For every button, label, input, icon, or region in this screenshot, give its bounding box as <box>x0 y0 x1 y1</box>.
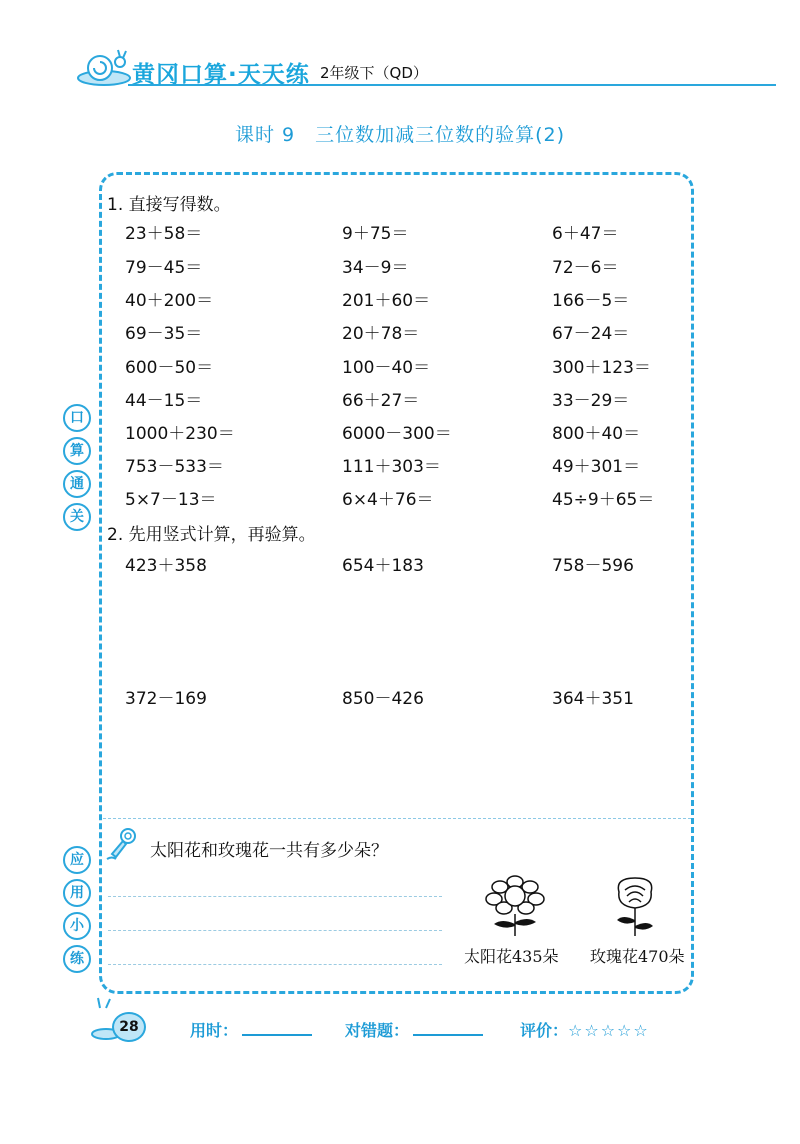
side-label-apply-4: 练 <box>63 945 91 973</box>
oral-problem: 6000－300＝ <box>342 424 452 444</box>
oral-problem: 800＋40＝ <box>552 424 641 444</box>
sunflower-icon <box>480 872 550 942</box>
oral-problem: 20＋78＝ <box>342 324 420 344</box>
section1-heading: 1. 直接写得数。 <box>107 195 231 215</box>
oral-problem: 33－29＝ <box>552 391 630 411</box>
time-field <box>190 1018 312 1041</box>
section-divider <box>103 818 691 819</box>
vertical-problem: 372－169 <box>125 689 207 709</box>
time-label: 用时： <box>190 1021 239 1040</box>
errors-blank[interactable] <box>413 1020 483 1036</box>
oral-problem: 34－9＝ <box>342 258 409 278</box>
rating-label: 评价： <box>520 1021 569 1040</box>
oral-problem: 49＋301＝ <box>552 457 641 477</box>
oral-problem: 40＋200＝ <box>125 291 214 311</box>
side-label-apply-1: 应 <box>63 846 91 874</box>
oral-problem: 5×7－13＝ <box>125 490 217 510</box>
side-label-oral-2: 算 <box>63 437 91 465</box>
oral-problem: 600－50＝ <box>125 358 214 378</box>
vertical-problem: 364＋351 <box>552 689 634 709</box>
vertical-problem: 758－596 <box>552 556 634 576</box>
oral-problem: 44－15＝ <box>125 391 203 411</box>
page-number: 28 <box>112 1012 146 1042</box>
oral-problem: 79－45＝ <box>125 258 203 278</box>
vertical-problem: 654＋183 <box>342 556 424 576</box>
header-divider <box>128 84 776 86</box>
errors-field <box>345 1018 483 1041</box>
time-blank[interactable] <box>242 1020 312 1036</box>
oral-problem: 100－40＝ <box>342 358 431 378</box>
sunflower-label: 太阳花435朵 <box>464 947 559 966</box>
oral-problem: 6＋47＝ <box>552 224 619 244</box>
pen-icon <box>104 826 138 866</box>
oral-problem: 69－35＝ <box>125 324 203 344</box>
side-label-apply-3: 小 <box>63 912 91 940</box>
rating-field <box>520 1018 650 1041</box>
answer-line[interactable] <box>108 930 442 931</box>
oral-problem: 300＋123＝ <box>552 358 651 378</box>
vertical-problem: 423＋358 <box>125 556 207 576</box>
section2-heading: 2. 先用竖式计算，再验算。 <box>107 525 316 545</box>
errors-label: 对错题： <box>345 1021 410 1040</box>
side-label-oral-3: 通 <box>63 470 91 498</box>
rating-stars[interactable]: ☆☆☆☆☆ <box>568 1021 650 1040</box>
rose-label: 玫瑰花470朵 <box>590 947 685 966</box>
brand-title: 黄冈口算·天天练 <box>132 62 310 88</box>
oral-problem: 201＋60＝ <box>342 291 431 311</box>
lesson-title: 课时 9 三位数加减三位数的验算(2) <box>234 124 566 146</box>
oral-problem: 67－24＝ <box>552 324 630 344</box>
oral-problem: 6×4＋76＝ <box>342 490 434 510</box>
oral-problem: 111＋303＝ <box>342 457 441 477</box>
snail-logo-icon <box>74 48 132 92</box>
oral-problem: 72－6＝ <box>552 258 619 278</box>
oral-problem: 753－533＝ <box>125 457 224 477</box>
rose-icon <box>605 872 665 942</box>
oral-problem: 1000＋230＝ <box>125 424 235 444</box>
side-label-oral-1: 口 <box>63 404 91 432</box>
answer-line[interactable] <box>108 896 442 897</box>
oral-problem: 166－5＝ <box>552 291 630 311</box>
oral-problem: 23＋58＝ <box>125 224 203 244</box>
side-label-apply-2: 用 <box>63 879 91 907</box>
oral-problem: 9＋75＝ <box>342 224 409 244</box>
oral-problem: 45÷9＋65＝ <box>552 490 655 510</box>
application-question: 太阳花和玫瑰花一共有多少朵？ <box>150 841 388 861</box>
grade-label: 2年级下（QD） <box>320 64 428 82</box>
side-label-oral-4: 关 <box>63 503 91 531</box>
oral-problem: 66＋27＝ <box>342 391 420 411</box>
answer-line[interactable] <box>108 964 442 965</box>
vertical-problem: 850－426 <box>342 689 424 709</box>
